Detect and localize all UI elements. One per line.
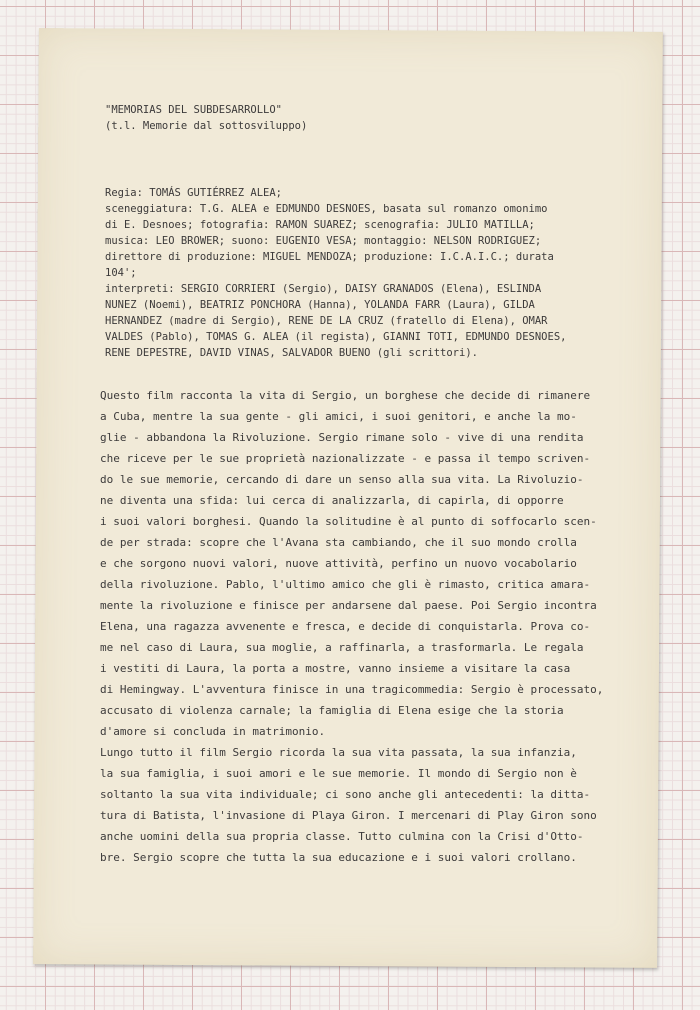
synopsis-line: me nel caso di Laura, sua moglie, a raffinarla, a trasformarla. Le regala <box>100 641 584 654</box>
synopsis-line: soltanto la sua vita individuale; ci sono anche gli antecedenti: la ditta- <box>100 788 591 801</box>
synopsis-line: Elena, una ragazza avvenente e fresca, e decide di conquistarla. Prova co- <box>100 620 591 633</box>
credits-line: Regia: TOMÁS GUTIÉRREZ ALEA; <box>105 187 283 199</box>
credits-line: musica: LEO BROWER; suono: EUGENIO VESA; montaggio: NELSON RODRIGUEZ; <box>105 235 542 247</box>
synopsis-line: mente la rivoluzione e finisce per andarsene dal paese. Poi Sergio incontra <box>100 599 597 612</box>
title-line-1: "MEMORIAS DEL SUBDESARROLLO" <box>105 104 283 116</box>
synopsis-line: bre. Sergio scopre che tutta la sua educazione e i suoi valori crollano. <box>100 851 577 864</box>
credits-line: direttore di produzione: MIGUEL MENDOZA; produzione: I.C.A.I.C.; durata <box>105 251 554 263</box>
synopsis-line: e che sorgono nuovi valori, nuove attività, perfino un nuovo vocabolario <box>100 557 577 570</box>
credits-line: NUNEZ (Noemi), BEATRIZ PONCHORA (Hanna), YOLANDA FARR (Laura), GILDA <box>105 299 535 311</box>
synopsis-line: anche uomini della sua propria classe. Tutto culmina con la Crisi d'Otto- <box>100 830 584 843</box>
synopsis-line: ne diventa una sfida: lui cerca di analizzarla, di capirla, di opporre <box>100 494 564 507</box>
synopsis-line: Questo film racconta la vita di Sergio, un borghese che decide di rimanere <box>100 389 591 402</box>
synopsis-line: de per strada: scopre che l'Avana sta cambiando, che il suo mondo crolla <box>100 536 577 549</box>
synopsis-line: di Hemingway. L'avventura finisce in una tragicommedia: Sergio è processato, <box>100 683 604 696</box>
credits-line: HERNANDEZ (madre di Sergio), RENE DE LA CRUZ (fratello di Elena), OMAR <box>105 315 548 327</box>
credits-line: VALDES (Pablo), TOMAS G. ALEA (il regista), GIANNI TOTI, EDMUNDO DESNOES, <box>105 331 567 343</box>
credits-line: 104'; <box>105 267 137 279</box>
synopsis-line: do le sue memorie, cercando di dare un senso alla sua vita. La Rivoluzio- <box>100 473 584 486</box>
synopsis-line: la sua famiglia, i suoi amori e le sue memorie. Il mondo di Sergio non è <box>100 767 577 780</box>
synopsis-line: della rivoluzione. Pablo, l'ultimo amico che gli è rimasto, critica amara- <box>100 578 591 591</box>
synopsis-line: a Cuba, mentre la sua gente - gli amici, i suoi genitori, e anche la mo- <box>100 410 577 423</box>
synopsis-line: Lungo tutto il film Sergio ricorda la sua vita passata, la sua infanzia, <box>100 746 577 759</box>
synopsis-line: i vestiti di Laura, la porta a mostre, vanno insieme a visitare la casa <box>100 662 571 675</box>
synopsis-line: che riceve per le sue proprietà nazionalizzate - e passa il tempo scriven- <box>100 452 591 465</box>
synopsis-line: d'amore si concluda in matrimonio. <box>100 725 326 738</box>
credits-line: interpreti: SERGIO CORRIERI (Sergio), DAISY GRANADOS (Elena), ESLINDA <box>105 283 542 295</box>
title-line-2: (t.l. Memorie dal sottosviluppo) <box>105 120 308 132</box>
synopsis-line: tura di Batista, l'invasione di Playa Giron. I mercenari di Play Giron sono <box>100 809 597 822</box>
synopsis-line: i suoi valori borghesi. Quando la solitudine è al punto di soffocarlo scen- <box>100 515 597 528</box>
credits-line: RENE DEPESTRE, DAVID VINAS, SALVADOR BUENO (gli scrittori). <box>105 347 478 359</box>
credits-line: di E. Desnoes; fotografia: RAMON SUAREZ; scenografia: JULIO MATILLA; <box>105 219 535 231</box>
credits-line: sceneggiatura: T.G. ALEA e EDMUNDO DESNOES, basata sul romanzo omonimo <box>105 203 548 215</box>
synopsis-line: accusato di violenza carnale; la famiglia di Elena esige che la storia <box>100 704 564 717</box>
synopsis-line: glie - abbandona la Rivoluzione. Sergio rimane solo - vive di una rendita <box>100 431 584 444</box>
